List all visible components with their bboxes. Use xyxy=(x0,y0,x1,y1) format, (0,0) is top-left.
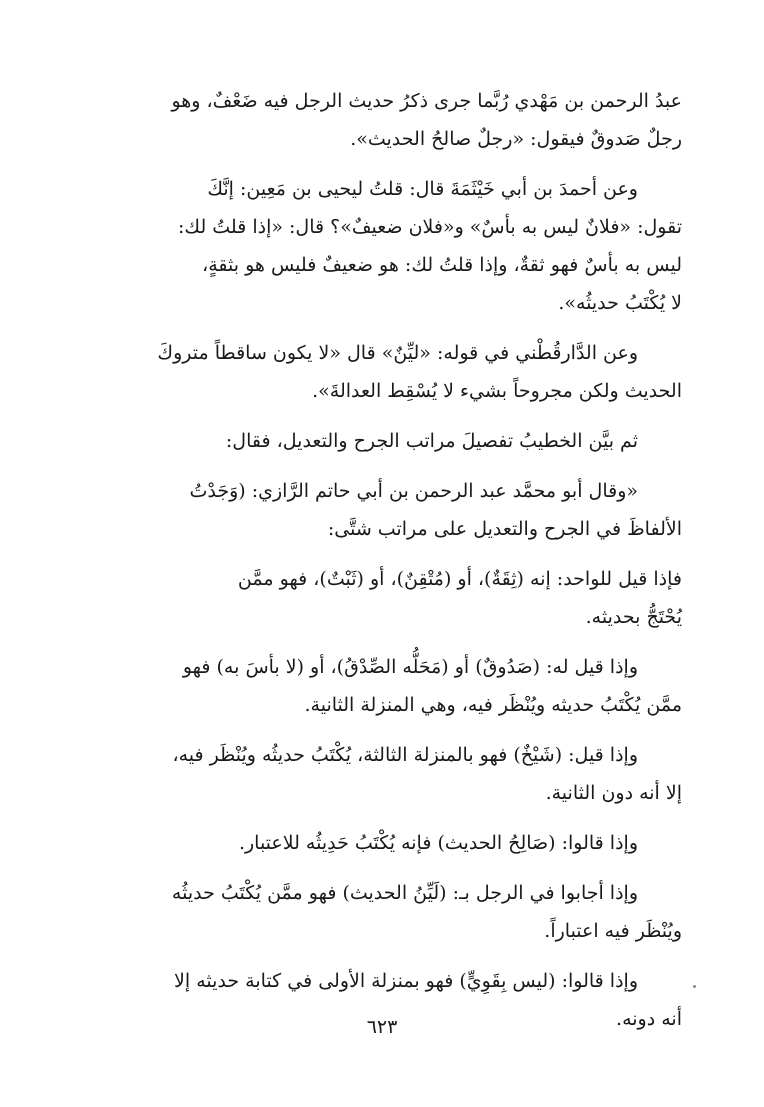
paragraph-salih-al-hadith xyxy=(82,824,682,862)
paragraph-rank-one xyxy=(82,560,682,636)
page-number: ٦٢٣ xyxy=(366,1016,398,1038)
page-body xyxy=(82,82,682,1050)
text-line: ليس به بأسٌ فهو ثقةٌ، وإذا قلتُ لك: هو ضعيفٌ فليس هو بثقةٍ، xyxy=(202,254,682,276)
paragraph-khatib-intro xyxy=(82,422,682,460)
text-line: الألفاظَ في الجرح والتعديل على مراتب شتَّى: xyxy=(327,518,682,540)
text-line: ثم بيَّن الخطيبُ تفصيلَ مراتب الجرح والتعديل، فقال: xyxy=(225,430,638,452)
text-line: أنه دونه. xyxy=(616,1008,682,1030)
paragraph-daraqutni xyxy=(82,334,682,410)
paragraph-layyin-al-hadith xyxy=(82,874,682,950)
text-line: إلا أنه دون الثانية. xyxy=(545,782,682,804)
text-line: عبدُ الرحمن بن مَهْدي رُبَّما جرى ذكرُ حديث الرجل فيه ضَعْفٌ، وهو xyxy=(171,90,682,112)
text-line: «وقال أبو محمَّد عبد الرحمن بن أبي حاتم الرَّازي: (وَجَدْتُ xyxy=(189,480,638,502)
text-line: الحديث ولكن مجروحاً بشيء لا يُسْقِط العدالةَ». xyxy=(312,380,682,402)
text-line: تقول: «فلانٌ ليس به بأسٌ» و«فلان ضعيفٌ»؟ قال: «إذا قلتُ لك: xyxy=(178,216,682,238)
text-line: وعن أحمدَ بن أبي خَيْثَمَةَ قال: قلتُ ليحيى بن مَعِين: إنَّكَ xyxy=(207,178,638,200)
text-line: وإذا قيل له: (صَدُوقٌ) أو (مَحَلُّه الصِّدْقُ)، أو (لا بأسَ به) فهو xyxy=(182,656,638,678)
text-line: لا يُكْتَبُ حديثُه». xyxy=(558,292,682,314)
paragraph-abu-hatim xyxy=(82,472,682,548)
text-line: وإذا قالوا: (ليس بِقَوِيٍّ) فهو بمنزلة الأولى في كتابة حديثه إلا xyxy=(174,970,638,992)
paragraph-ibn-abi-khaythama xyxy=(82,170,682,322)
paragraph-rank-two xyxy=(82,648,682,724)
text-line: وعن الدَّارقُطْني في قوله: «ليِّنٌ» قال «لا يكون ساقطاً متروكَ xyxy=(157,342,638,364)
text-line: ممَّن يُكْتَبُ حديثه ويُنْظَر فيه، وهي المنزلة الثانية. xyxy=(304,694,682,716)
text-line: ويُنْظَر فيه اعتباراً. xyxy=(544,920,682,942)
text-line: وإذا أجابوا في الرجل بـ: (لَيِّنُ الحديث) فهو ممَّن يُكْتَبُ حديثُه xyxy=(171,882,638,904)
text-line: وإذا قالوا: (صَالِحُ الحديث) فإنه يُكْتَبُ حَدِيثُه للاعتبار. xyxy=(238,832,638,854)
text-line: رجلٌ صَدوقٌ فيقول: «رجلٌ صالحُ الحديث». xyxy=(350,128,682,150)
text-line: فإذا قيل للواحد: إنه (ثِقَةٌ)، أو (مُتْقِنٌ)، أو (ثَبْتٌ)، فهو ممَّن xyxy=(237,568,682,590)
text-line: يُحْتَجُّ بحديثه. xyxy=(585,606,682,628)
paragraph-ibn-mahdi xyxy=(82,82,682,158)
scan-speck xyxy=(693,985,696,988)
paragraph-rank-three xyxy=(82,736,682,812)
text-line: وإذا قيل: (شَيْخٌ) فهو بالمنزلة الثالثة، يُكْتَبُ حديثُه ويُنْظَر فيه، xyxy=(172,744,638,766)
